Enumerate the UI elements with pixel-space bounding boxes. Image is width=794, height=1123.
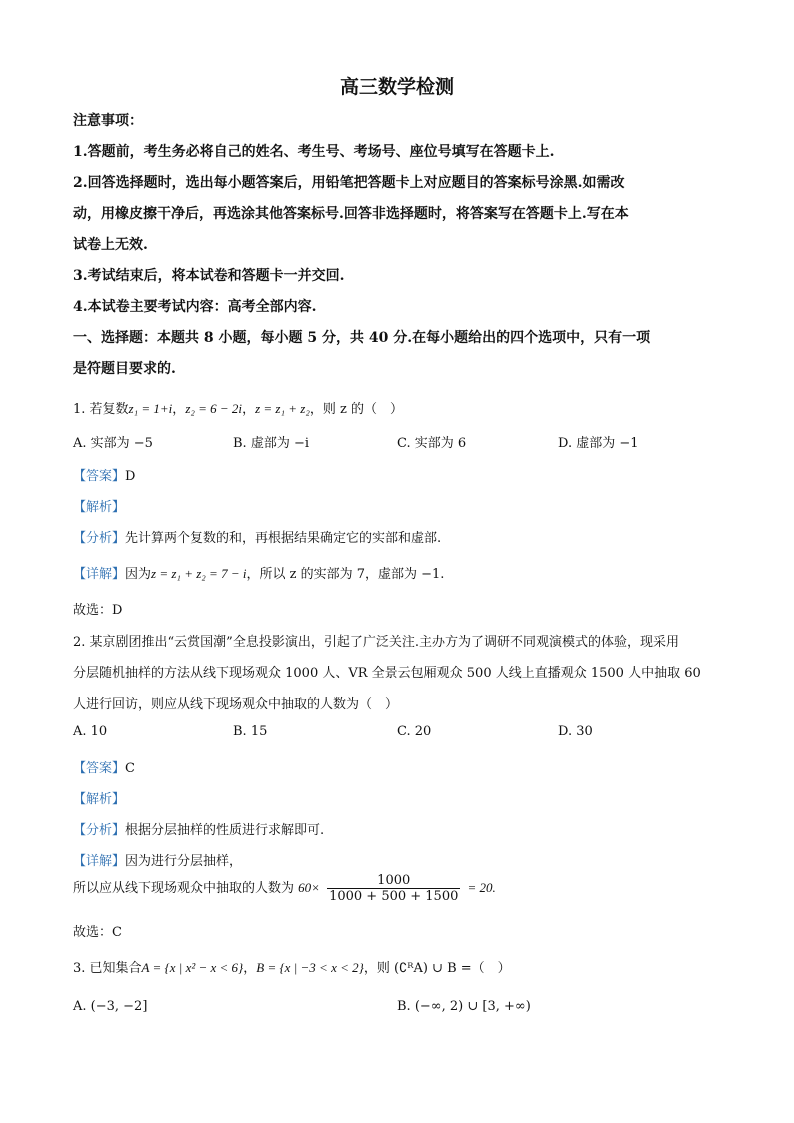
question-2-option-d: D. 30 [558, 724, 593, 739]
question-2-stem: 2. 某京剧团推出“云赏国潮”全息投影演出，引起了广泛关注.主办方为了调研不同观演模式的体验，现采用 [73, 635, 679, 650]
question-3-option-a: A. (−3, −2] [73, 999, 148, 1014]
question-2-stem: 人进行回访，则应从线下现场观众中抽取的人数为（ ） [73, 697, 399, 712]
math-multiplier: 60× [298, 880, 320, 895]
analysis-tag: 【解析】 [73, 500, 126, 515]
question-2-answer [73, 757, 135, 776]
math-result: = 20. [467, 880, 496, 895]
question-1-suffix: ，则 z 的（ ） [309, 402, 403, 417]
question-1-prefix: 1. 若复数 [73, 402, 129, 417]
notice-item: 4.本试卷主要考试内容：高考全部内容. [73, 299, 317, 315]
question-1-option-a: A. 实部为 −5 [73, 436, 153, 451]
exam-title: 高三数学检测 [339, 76, 454, 98]
xiangjie-text: 因为 [125, 567, 152, 582]
xiangjie-tag: 【详解】 [73, 854, 126, 869]
notice-heading: 注意事项： [73, 113, 143, 129]
calc-prefix: 所以应从线下现场观众中抽取的人数为 [73, 881, 295, 896]
question-1-option-b: B. 虚部为 −i [233, 436, 310, 451]
question-2-calculation [73, 873, 496, 904]
notice-item: 1.答题前，考生务必将自己的姓名、考生号、考场号、座位号填写在答题卡上. [73, 144, 555, 160]
notice-item: 3.考试结束后，将本试卷和答题卡一并交回. [73, 268, 345, 284]
question-2-xiangjie [73, 850, 242, 869]
question-2-fenxi [73, 819, 324, 838]
question-2-option-a: A. 10 [73, 724, 108, 739]
notice-item: 动，用橡皮擦干净后，再选涂其他答案标号.回答非选择题时，将答案写在答题卡上.写在本 [73, 206, 629, 222]
fenxi-tag: 【分析】 [73, 531, 126, 546]
answer-tag: 【答案】 [73, 469, 126, 484]
question-1-option-d: D. 虚部为 −1 [558, 436, 639, 451]
answer-value: C [125, 761, 135, 776]
question-2-stem: 分层随机抽样的方法从线下现场观众 1000 人、VR 全景云包厢观众 500 人线上直播观众 1500 人中抽取 60 [73, 666, 701, 681]
fenxi-tag: 【分析】 [73, 823, 126, 838]
notice-item: 试卷上无效. [73, 237, 148, 253]
question-1-option-c: C. 实部为 6 [397, 436, 467, 451]
question-3-prefix: 3. 已知集合 [73, 961, 142, 976]
math-set-a: A = {x | x² − x < 6} [141, 960, 244, 975]
math-z: z = z₁ + z₂ [255, 401, 310, 416]
answer-tag: 【答案】 [73, 761, 126, 776]
fraction [327, 873, 460, 904]
question-1-choice: 故选：D [73, 603, 123, 618]
xiangjie-tag: 【详解】 [73, 567, 126, 582]
question-1-fenxi [73, 527, 441, 546]
math-z2: z₂ = 6 − 2i [185, 401, 243, 416]
question-2-option-c: C. 20 [397, 724, 432, 739]
question-2-option-b: B. 15 [233, 724, 268, 739]
section-heading-cont: 是符题目要求的. [73, 361, 176, 377]
question-3-expr: ，则 (∁ᴿA) ∪ B =（ ） [363, 961, 511, 976]
question-1-answer [73, 465, 135, 484]
fraction-denominator: 1000 + 500 + 1500 [329, 889, 459, 904]
math-set-b: B = {x | −3 < x < 2} [256, 960, 364, 975]
fenxi-text: 根据分层抽样的性质进行求解即可. [125, 823, 325, 838]
notice-item: 2.回答选择题时，选出每小题答案后，用铅笔把答题卡上对应题目的答案标号涂黑.如需改 [73, 175, 625, 191]
question-1-xiangjie [73, 563, 444, 582]
fraction-numerator: 1000 [327, 873, 460, 889]
fenxi-text: 先计算两个复数的和，再根据结果确定它的实部和虚部. [125, 531, 442, 546]
xiangjie-text: ，所以 z 的实部为 7，虚部为 −1. [246, 567, 445, 582]
question-1-stem: 1. 若复数z₁ = 1+i，z₂ = 6 − 2i，z = z₁ + z₂，则 z 的（ ） [73, 401, 403, 417]
math-z1: z₁ = 1+i [128, 401, 173, 416]
analysis-tag: 【解析】 [73, 792, 126, 807]
answer-value: D [125, 469, 136, 484]
question-3-option-b: B. (−∞, 2) ∪ [3, +∞) [397, 999, 531, 1014]
math-sum: z = z₁ + z₂ = 7 − i [151, 566, 247, 581]
section-heading: 一、选择题：本题共 8 小题，每小题 5 分，共 40 分.在每小题给出的四个选项中，只有一项 [73, 330, 651, 346]
question-2-choice: 故选：C [73, 925, 122, 940]
question-3-stem: 3. 已知集合A = {x | x² − x < 6}，B = {x | −3 < x < 2}，则 (∁ᴿA) ∪ B =（ ） [73, 960, 511, 976]
xiangjie-text: 因为进行分层抽样， [125, 854, 243, 869]
